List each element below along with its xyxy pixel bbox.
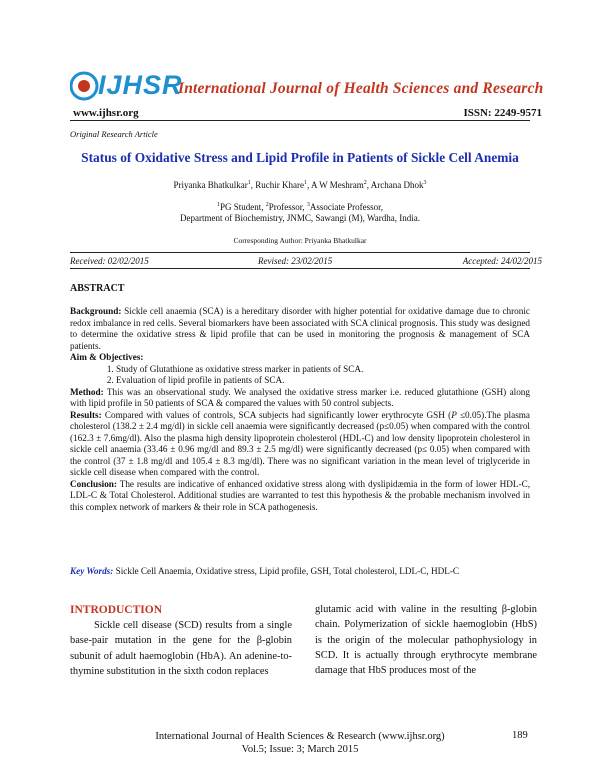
author-name: Archana Dhok (370, 180, 424, 190)
introduction-heading: INTRODUCTION (70, 604, 163, 616)
abstract-body (70, 306, 530, 513)
keywords-label: Key Words: (70, 566, 114, 576)
header-rule (70, 120, 530, 121)
issn-number: ISSN: 2249-9571 (463, 107, 542, 119)
dates-top-rule (70, 252, 530, 253)
section-text: Compared with values of controls, SCA subjects had significantly lower erythrocyte GSH ( (101, 409, 452, 420)
p-value-symbol: P (451, 409, 457, 420)
corresponding-author: Corresponding Author: Priyanka Bhatkulkar (233, 236, 367, 245)
section-label: Results: (70, 409, 102, 420)
abstract-conclusion (70, 479, 530, 514)
author-name: A W Meshram (311, 180, 364, 190)
footer-issue: Vol.5; Issue: 3; March 2015 (241, 744, 359, 755)
page-footer (0, 730, 600, 756)
affiliation-department: Department of Biochemistry, JNMC, Sawangi (M), Wardha, India. (180, 213, 420, 223)
affiliation-marker: 1 (304, 180, 308, 186)
affiliation-marker: 1 (216, 202, 220, 208)
footer-journal: International Journal of Health Sciences & Research (www.ijhsr.org) (155, 731, 445, 742)
abstract-background (70, 306, 530, 352)
affiliation-marker: 3 (423, 180, 427, 186)
author-name: Ruchir Khare (255, 180, 305, 190)
keywords (70, 566, 530, 578)
section-label: Method: (70, 386, 104, 397)
affiliation-role: Associate Professor, (309, 202, 384, 212)
affiliation-role: Professor, (268, 202, 307, 212)
section-label: Aim & Objectives: (70, 352, 144, 362)
revised-date: Revised: 23/02/2015 (258, 256, 333, 266)
affiliation-marker: 1 (247, 180, 251, 186)
abstract-method (70, 387, 530, 410)
section-text: The results are indicative of enhanced oxidative stress along with dyslipidæmia in the form of lower HDL-C, LDL-C & Total Cholesterol. Additional studies are warranted to test this hypothesis & the probable mechanism involved in this complex network of markers & their role in SCA pathogenesis. (70, 478, 530, 512)
logo-wordmark: IJHSR (98, 70, 183, 100)
keywords-text: Sickle Cell Anaemia, Oxidative stress, Lipid profile, GSH, Total cholesterol, LDL-C, HDL-C (113, 566, 460, 576)
list-item: 2. Evaluation of lipid profile in patients of SCA. (116, 375, 530, 387)
section-label: Background: (70, 306, 122, 316)
dates-bottom-rule (70, 268, 530, 269)
section-text: This was an observational study. We analysed the oxidative stress marker i.e. reduced glutathione (GSH) along with lipid profile in 50 patients of SCA & compared the values with 50 control subjects. (70, 386, 530, 408)
author-name: Priyanka Bhatkulkar (173, 180, 248, 190)
section-text: ≤0.05).The plasma cholesterol (138.2 ± 2.4 mg/dl) in sickle cell anaemia were significantly decreased (p≤0.05) when compared with the control (162.3 ± 7.6mg/dl). Also the plasma high density lipoprotein cholesterol (HDL-C) and low density lipoprotein cholesterol in sickle cell anaemia (33.46 ± 0.96 mg/dl and 89.3 ± 2.5 mg/dl) were significantly decreased (p≤ 0.05) when compared with the control (37 ± 1.8 mg/dl and 105.4 ± 8.3 mg/dl). There was no significant variation in the mean level of triglyceride in sickle cell disease when compared with the control. (70, 409, 530, 477)
introduction-left-column: Sickle cell disease (SCD) results from a single base-pair mutation in the gene for the β-globin subunit of adult haemoglobin (HbA). An adenine-to-thymine substitution in the sixth codon replaces (70, 620, 292, 677)
journal-website-link[interactable]: www.ijhsr.org (73, 107, 139, 119)
aims-list (70, 364, 530, 387)
abstract-aims (70, 352, 530, 364)
introduction-right-column: glutamic acid with valine in the resulting β-globin chain. Polymerization of sickle haemoglobin (HbS) is the origin of the molecular pathophysiology in SCD. It is actually through erythrocyte membrane damage that HbS produces most of the (315, 604, 537, 677)
journal-title: International Journal of Health Sciences and Research (178, 80, 544, 97)
received-date: Received: 02/02/2015 (70, 256, 149, 266)
affiliation-marker: 2 (265, 202, 269, 208)
abstract-heading: ABSTRACT (70, 283, 125, 294)
list-item: 1. Study of Glutathione as oxidative stress marker in patients of SCA. (116, 364, 530, 376)
affiliation-roles (0, 202, 600, 212)
page-number: 189 (512, 730, 528, 741)
section-text: Sickle cell anaemia (SCA) is a hereditary disorder with higher potential for oxidative damage due to chronic redox imbalance in red cells. Several biomarkers have been associated with SCA clinical prognosis. This study was designed to determine the oxidative stress & lipid profile that can be used in monitoring the prognosis & management of SCA patients. (70, 306, 530, 351)
affiliation-marker: 2 (363, 180, 367, 186)
affiliation-marker: 3 (306, 202, 310, 208)
abstract-results (70, 410, 530, 479)
section-label: Conclusion: (70, 478, 117, 489)
paper-title: Status of Oxidative Stress and Lipid Profile in Patients of Sickle Cell Anemia (81, 150, 519, 165)
affiliation-role: PG Student, (219, 202, 266, 212)
author-list: Priyanka Bhatkulkar$^1$, Ruchir Khare$^1$, A W Meshram$^2$, Archana Dhok$^3$ (173, 180, 427, 190)
article-type: Original Research Article (70, 129, 158, 139)
accepted-date: Accepted: 24/02/2015 (462, 256, 542, 266)
